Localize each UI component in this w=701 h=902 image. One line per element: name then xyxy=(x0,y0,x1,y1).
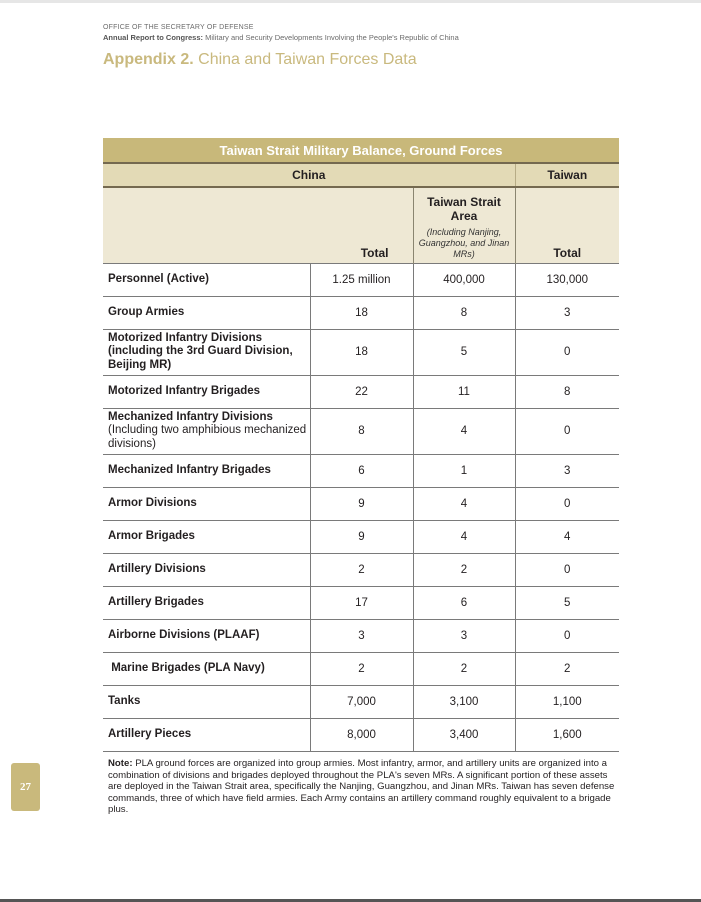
appendix-title: China and Taiwan Forces Data xyxy=(198,51,417,68)
country-header-row xyxy=(103,163,619,187)
office-header: OFFICE OF THE SECRETARY OF DEFENSE xyxy=(103,24,254,31)
strait-cell: 5 xyxy=(413,329,515,375)
china-total-cell: 3 xyxy=(310,619,413,652)
top-rule xyxy=(0,0,701,3)
taiwan-cell: 5 xyxy=(515,586,619,619)
row-label: Motorized Infantry Brigades xyxy=(103,375,310,408)
taiwan-cell: 1,100 xyxy=(515,685,619,718)
china-total-cell: 1.25 million xyxy=(310,263,413,296)
table-row xyxy=(103,718,619,751)
china-total-cell: 2 xyxy=(310,652,413,685)
taiwan-cell: 0 xyxy=(515,487,619,520)
china-total-header: Total xyxy=(103,187,413,263)
row-label: Motorized Infantry Divisions (including the 3rd Guard Division, Beijing MR) xyxy=(103,329,310,375)
strait-cell: 400,000 xyxy=(413,263,515,296)
taiwan-cell: 4 xyxy=(515,520,619,553)
china-total-cell: 17 xyxy=(310,586,413,619)
table-row xyxy=(103,296,619,329)
strait-cell: 2 xyxy=(413,553,515,586)
table-row xyxy=(103,454,619,487)
table-title: Taiwan Strait Military Balance, Ground Forces xyxy=(103,138,619,163)
row-label: Marine Brigades (PLA Navy) xyxy=(103,652,310,685)
china-total-cell: 22 xyxy=(310,375,413,408)
page-number: 27 xyxy=(20,781,31,793)
table-row xyxy=(103,408,619,454)
china-total-cell: 9 xyxy=(310,520,413,553)
row-label: Group Armies xyxy=(103,296,310,329)
china-total-cell: 9 xyxy=(310,487,413,520)
strait-title-line1: Taiwan Strait xyxy=(427,195,501,209)
china-header: China xyxy=(103,163,515,187)
taiwan-cell: 3 xyxy=(515,296,619,329)
strait-cell: 3 xyxy=(413,619,515,652)
taiwan-cell: 0 xyxy=(515,619,619,652)
row-label: Armor Brigades xyxy=(103,520,310,553)
row-label: Airborne Divisions (PLAAF) xyxy=(103,619,310,652)
column-header-row xyxy=(103,187,619,263)
strait-cell: 2 xyxy=(413,652,515,685)
row-label: Artillery Brigades xyxy=(103,586,310,619)
row-label: Mechanized Infantry Brigades xyxy=(103,454,310,487)
strait-title-line2: Area xyxy=(450,209,478,223)
table-row xyxy=(103,652,619,685)
taiwan-total-header: Total xyxy=(515,187,619,263)
appendix-number: Appendix 2. xyxy=(103,51,194,68)
table-row xyxy=(103,375,619,408)
taiwan-cell: 1,600 xyxy=(515,718,619,751)
taiwan-cell: 0 xyxy=(515,329,619,375)
row-label: Artillery Divisions xyxy=(103,553,310,586)
row-label: Artillery Pieces xyxy=(103,718,310,751)
row-label: Tanks xyxy=(103,685,310,718)
strait-cell: 6 xyxy=(413,586,515,619)
table-title-row xyxy=(103,138,619,163)
row-label: Armor Divisions xyxy=(103,487,310,520)
table-row xyxy=(103,586,619,619)
taiwan-cell: 8 xyxy=(515,375,619,408)
taiwan-cell: 0 xyxy=(515,553,619,586)
strait-note: (Including Nanjing, Guangzhou, and Jinan MRs) xyxy=(418,227,510,259)
taiwan-cell: 3 xyxy=(515,454,619,487)
table-row xyxy=(103,553,619,586)
china-total-cell: 8 xyxy=(310,408,413,454)
row-label xyxy=(103,408,310,454)
taiwan-header: Taiwan xyxy=(515,163,619,187)
strait-cell: 1 xyxy=(413,454,515,487)
strait-cell: 4 xyxy=(413,408,515,454)
table-row xyxy=(103,263,619,296)
strait-cell: 3,100 xyxy=(413,685,515,718)
china-total-cell: 8,000 xyxy=(310,718,413,751)
strait-cell: 4 xyxy=(413,520,515,553)
report-title-bold: Annual Report to Congress: xyxy=(103,33,204,42)
report-title-rest: Military and Security Developments Involving the People's Republic of China xyxy=(205,33,459,42)
ground-forces-table xyxy=(103,138,619,752)
row-label: Personnel (Active) xyxy=(103,263,310,296)
note-label: Note: xyxy=(108,758,133,769)
strait-cell: 8 xyxy=(413,296,515,329)
strait-area-header xyxy=(413,187,515,263)
strait-cell: 4 xyxy=(413,487,515,520)
china-total-cell: 18 xyxy=(310,296,413,329)
page-number-badge xyxy=(11,763,40,811)
taiwan-cell: 2 xyxy=(515,652,619,685)
china-total-cell: 6 xyxy=(310,454,413,487)
table-note xyxy=(108,758,620,816)
strait-cell: 3,400 xyxy=(413,718,515,751)
table-row xyxy=(103,619,619,652)
table-row xyxy=(103,520,619,553)
china-total-cell: 2 xyxy=(310,553,413,586)
table-row xyxy=(103,487,619,520)
china-total-cell: 7,000 xyxy=(310,685,413,718)
china-total-cell: 18 xyxy=(310,329,413,375)
strait-cell: 11 xyxy=(413,375,515,408)
row-label-note: (Including two amphibious mechanized divisions) xyxy=(108,424,307,450)
table-row xyxy=(103,329,619,375)
row-label-bold: Mechanized Infantry Divisions xyxy=(108,410,273,423)
report-title xyxy=(103,33,459,42)
taiwan-cell: 0 xyxy=(515,408,619,454)
note-text: PLA ground forces are organized into group armies. Most infantry, armor, and artillery units are organized into a combination of divisions and brigades deployed throughout the PLA's seven MRs. A significant portion of these assets are deployed in the Taiwan Strait area, specifically the Nanjing, Guangzhou, and Jinan MRs. Taiwan has seven defense commands, three of which have field armies. Each Army contains an artillery command roughly equivalent to a brigade plus. xyxy=(108,758,615,816)
table-row xyxy=(103,685,619,718)
page-title xyxy=(103,51,417,69)
taiwan-cell: 130,000 xyxy=(515,263,619,296)
